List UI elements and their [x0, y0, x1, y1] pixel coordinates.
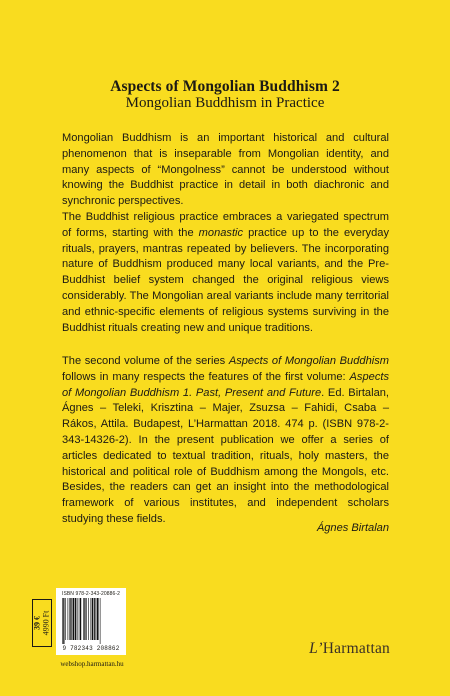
- price-label: [34, 611, 51, 636]
- book-title: Aspects of Mongolian Buddhism 2: [110, 78, 340, 95]
- price-euro: 39 €: [32, 616, 42, 631]
- barcode-icon: [61, 598, 121, 644]
- blurb-paragraph-1: [62, 131, 389, 210]
- isbn-digits: 9 782343 208862: [62, 645, 120, 652]
- price-forint: 4990 Ft: [41, 610, 50, 636]
- barcode-bar: [92, 598, 93, 640]
- author-signature: Ágnes Birtalan: [316, 522, 389, 534]
- barcode-bar: [100, 598, 101, 644]
- first-volume-title-italic: Aspects of Mongolian Buddhism 1. Past, Present and Future: [62, 370, 389, 399]
- barcode-bar: [63, 598, 64, 644]
- blurb-paragraph-2-emphasis: monastic: [198, 226, 244, 239]
- barcode-bar: [80, 598, 81, 640]
- barcode-bar: [71, 598, 72, 640]
- book-subtitle: Mongolian Buddhism in Practice: [125, 95, 325, 111]
- barcode-bar: [86, 598, 87, 640]
- blurb-paragraph-3: [62, 354, 389, 528]
- price-box: [32, 599, 52, 647]
- barcode-bar: [69, 598, 70, 640]
- publisher-logo-prefix: L’: [309, 640, 323, 657]
- isbn-label: ISBN 978-2-343-20886-2: [61, 591, 121, 597]
- publisher-logo: [309, 640, 390, 658]
- barcode-bar: [94, 598, 95, 640]
- barcode-bar: [73, 598, 75, 640]
- publisher-logo-name: Harmattan: [322, 640, 390, 657]
- blurb-paragraph-3-text-b: follows in many respects the features of the first volume:: [62, 370, 350, 383]
- blurb-paragraph-1-text: Mongolian Buddhism is an important historical and cultural phenomenon that is inseparable from Mongolian identity, and many aspects of “Mongolness” cannot be understood without knowing the Buddhist practice in detail in both diachronic and synchronic perspectives.: [62, 132, 389, 208]
- barcode-bar: [79, 598, 80, 640]
- barcode-bar: [91, 598, 92, 640]
- barcode-bar: [68, 598, 69, 640]
- blurb-paragraph-2-text-a: The Buddhist religious practice embraces a variegated spectrum of forms, starting with the: [62, 211, 389, 239]
- blurb-paragraph-3-text-a: The second volume of the series: [62, 355, 229, 367]
- barcode-bar: [62, 598, 63, 644]
- barcode-bar: [83, 598, 84, 640]
- barcode-bar: [65, 598, 66, 640]
- webshop-url: webshop.harmattan.hu: [60, 660, 124, 668]
- barcode-bar: [77, 598, 78, 640]
- blurb-paragraph-3-text-c: . Ed. Birtalan, Ágnes – Teleki, Krisztina – Majer, Zsuzsa – Fahidi, Csaba – Rákos, Attila. Budapest, L’Harmattan 2018. 474 p. (ISBN 978-2-343-14326-2). In the present publication we offer a series of articles dedicated to textual tradition, rituals, holy masters, the historical and political role of Buddhism among the Mongols, etc. Besides, the readers can get an insight into the methodological framework of various institutes, and independent scholars studying these fields.: [62, 386, 389, 525]
- barcode-panel: [56, 588, 126, 655]
- barcode-bar: [75, 598, 76, 640]
- series-title-italic: Aspects of Mongolian Buddhism: [228, 355, 389, 367]
- barcode-bar: [84, 598, 85, 640]
- blurb-paragraph-2: [62, 210, 389, 336]
- barcode-bar: [88, 598, 89, 640]
- blurb-paragraph-2-text-b: practice up to the everyday rituals, prayers, mantras repeated by believers. The incorporating nature of Buddhism produced many local variants, and the Pre-Buddhist belief system changed the original religious views considerably. The Mongolian areal variants include many territorial and ethnic-specific elements of religious systems surviving in the Buddhist rituals creating new and unique traditions.: [62, 226, 389, 334]
- barcode-bar: [95, 598, 96, 640]
- barcode-bar: [97, 598, 99, 640]
